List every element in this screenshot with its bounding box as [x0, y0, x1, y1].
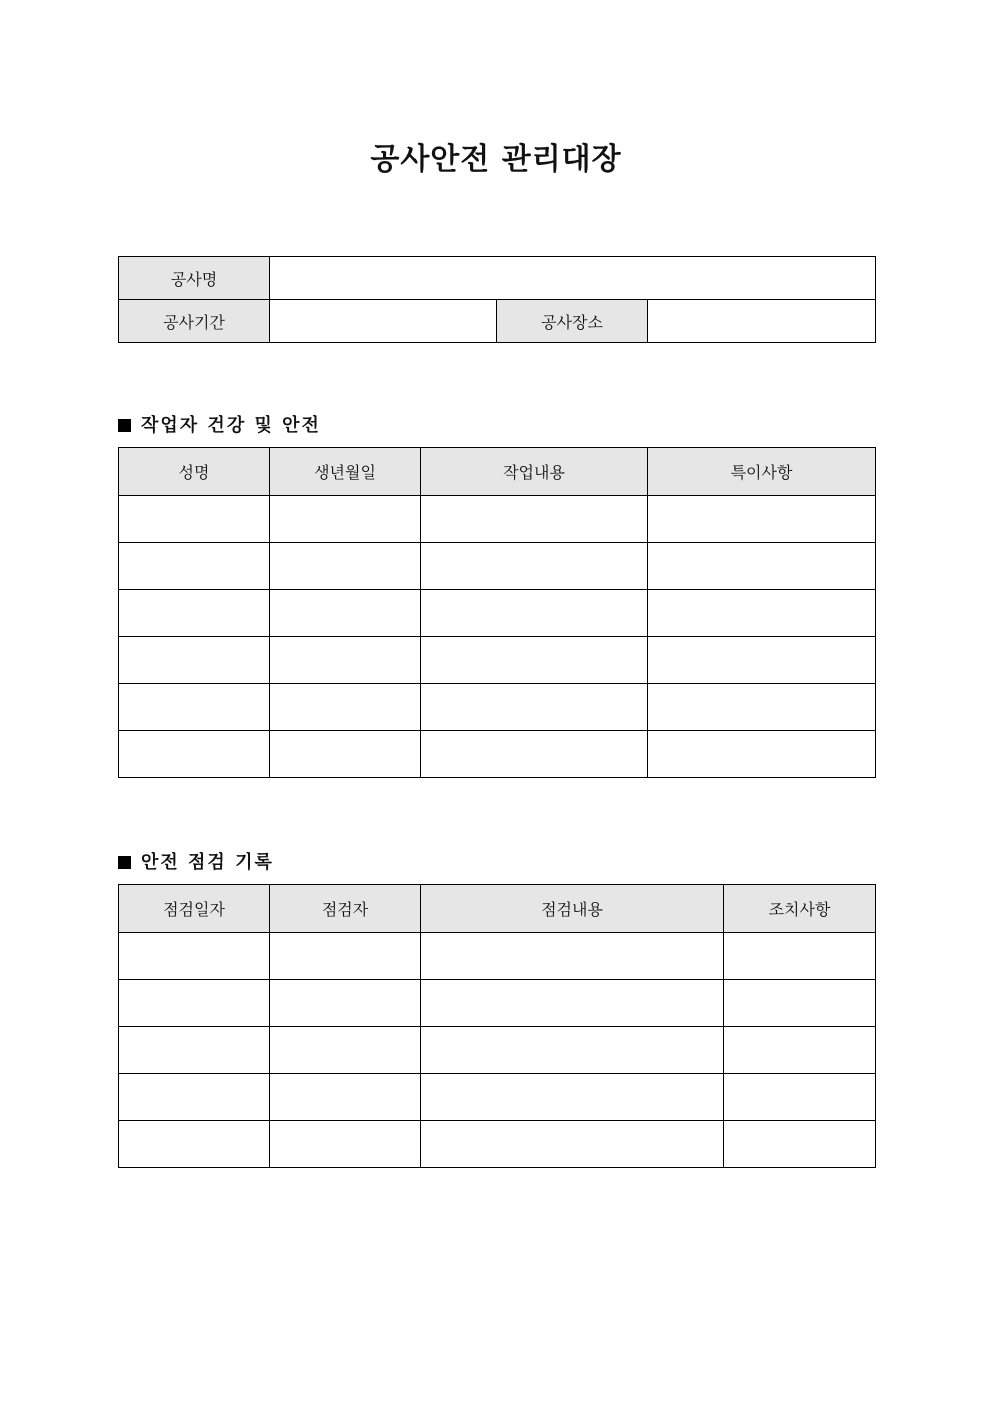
- project-name-field[interactable]: [270, 257, 876, 300]
- table-cell[interactable]: [421, 637, 648, 684]
- table-cell[interactable]: [724, 1027, 876, 1074]
- column-header-name: 성명: [119, 448, 270, 496]
- table-cell[interactable]: [270, 1074, 421, 1121]
- table-cell[interactable]: [270, 933, 421, 980]
- square-bullet-icon: [118, 856, 131, 869]
- table-cell[interactable]: [421, 496, 648, 543]
- table-row: [119, 637, 876, 684]
- table-cell[interactable]: [270, 731, 421, 778]
- column-header-birthdate: 생년월일: [270, 448, 421, 496]
- table-cell[interactable]: [421, 1121, 724, 1168]
- table-row: [119, 496, 876, 543]
- worker-section-title: 작업자 건강 및 안전: [141, 415, 321, 436]
- table-cell[interactable]: [724, 1074, 876, 1121]
- column-header-work-content: 작업내용: [421, 448, 648, 496]
- page-title: 공사안전 관리대장: [370, 142, 622, 177]
- table-row: [119, 1074, 876, 1121]
- table-cell[interactable]: [421, 1074, 724, 1121]
- column-header-inspection-content: 점검내용: [421, 885, 724, 933]
- table-cell[interactable]: [270, 543, 421, 590]
- project-location-label: 공사장소: [497, 300, 648, 343]
- project-period-label: 공사기간: [119, 300, 270, 343]
- table-cell[interactable]: [648, 637, 876, 684]
- worker-section-heading: [118, 411, 321, 437]
- table-row: [119, 1027, 876, 1074]
- table-row: [119, 980, 876, 1027]
- worker-table-header: [119, 448, 876, 496]
- table-cell[interactable]: [270, 1027, 421, 1074]
- table-cell[interactable]: [648, 590, 876, 637]
- table-cell[interactable]: [119, 684, 270, 731]
- project-period-field[interactable]: [270, 300, 497, 343]
- table-cell[interactable]: [119, 590, 270, 637]
- table-cell[interactable]: [724, 980, 876, 1027]
- table-cell[interactable]: [270, 637, 421, 684]
- project-info-table: [118, 256, 876, 343]
- inspection-section-title: 안전 점검 기록: [141, 852, 274, 873]
- table-cell[interactable]: [270, 980, 421, 1027]
- table-cell[interactable]: [270, 1121, 421, 1168]
- table-cell[interactable]: [270, 590, 421, 637]
- table-cell[interactable]: [119, 1027, 270, 1074]
- project-name-label: 공사명: [119, 257, 270, 300]
- table-cell[interactable]: [119, 1074, 270, 1121]
- table-cell[interactable]: [421, 731, 648, 778]
- table-cell[interactable]: [270, 684, 421, 731]
- project-name-row: [119, 257, 876, 300]
- table-cell[interactable]: [119, 496, 270, 543]
- table-cell[interactable]: [648, 684, 876, 731]
- inspection-table: [118, 884, 876, 1168]
- table-cell[interactable]: [421, 933, 724, 980]
- table-row: [119, 731, 876, 778]
- table-cell[interactable]: [119, 1121, 270, 1168]
- table-cell[interactable]: [724, 933, 876, 980]
- table-row: [119, 543, 876, 590]
- square-bullet-icon: [118, 419, 131, 432]
- inspection-section-heading: [118, 848, 274, 874]
- table-row: [119, 590, 876, 637]
- column-header-inspection-date: 점검일자: [119, 885, 270, 933]
- table-cell[interactable]: [421, 1027, 724, 1074]
- worker-table: [118, 447, 876, 778]
- table-row: [119, 684, 876, 731]
- column-header-remarks: 특이사항: [648, 448, 876, 496]
- table-cell[interactable]: [648, 731, 876, 778]
- inspection-table-header: [119, 885, 876, 933]
- table-cell[interactable]: [421, 684, 648, 731]
- table-cell[interactable]: [119, 731, 270, 778]
- table-row: [119, 933, 876, 980]
- column-header-inspector: 점검자: [270, 885, 421, 933]
- table-cell[interactable]: [648, 543, 876, 590]
- project-period-location-row: [119, 300, 876, 343]
- table-cell[interactable]: [648, 496, 876, 543]
- table-cell[interactable]: [421, 980, 724, 1027]
- project-location-field[interactable]: [648, 300, 876, 343]
- column-header-action-taken: 조치사항: [724, 885, 876, 933]
- table-cell[interactable]: [119, 543, 270, 590]
- table-cell[interactable]: [421, 543, 648, 590]
- table-cell[interactable]: [119, 637, 270, 684]
- table-cell[interactable]: [270, 496, 421, 543]
- table-cell[interactable]: [421, 590, 648, 637]
- table-cell[interactable]: [724, 1121, 876, 1168]
- table-cell[interactable]: [119, 933, 270, 980]
- table-cell[interactable]: [119, 980, 270, 1027]
- table-row: [119, 1121, 876, 1168]
